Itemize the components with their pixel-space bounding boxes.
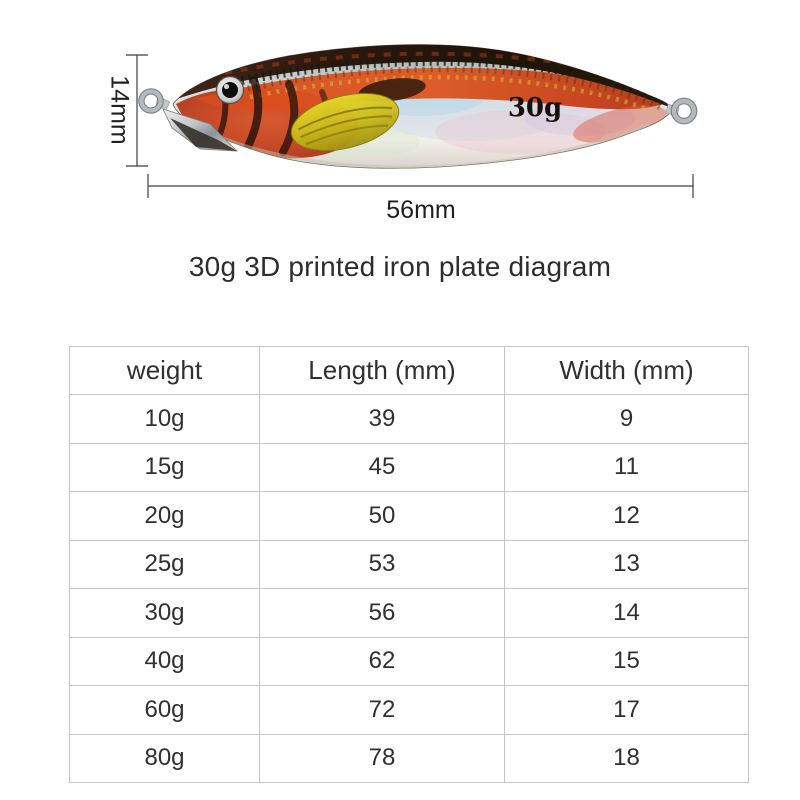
table-cell: 50 (260, 492, 505, 541)
lure-weight-mark: 30g (507, 93, 563, 123)
table-cell: 56 (260, 589, 505, 638)
table-cell: 12 (505, 492, 749, 541)
table-row (70, 492, 749, 541)
lure-dimension-diagram (0, 0, 800, 240)
table-cell: 10g (70, 395, 260, 444)
table-header-cell: weight (70, 347, 260, 395)
table-cell: 62 (260, 637, 505, 686)
table-row (70, 395, 749, 444)
table-row (70, 734, 749, 783)
table-cell: 14 (505, 589, 749, 638)
table-cell: 40g (70, 637, 260, 686)
height-dimension-label: 14mm (105, 75, 134, 145)
table-header-cell: Length (mm) (260, 347, 505, 395)
nose-ring (139, 89, 170, 113)
table-cell: 11 (505, 443, 749, 492)
table-cell: 25g (70, 540, 260, 589)
table-row (70, 637, 749, 686)
diagram-caption: 30g 3D printed iron plate diagram (188, 251, 612, 282)
spec-table-body (70, 395, 749, 783)
lure-photo (139, 36, 697, 169)
table-row (70, 589, 749, 638)
spec-table (69, 346, 749, 783)
table-cell: 20g (70, 492, 260, 541)
tail-ring (666, 98, 697, 124)
length-dimension (148, 174, 693, 224)
table-cell: 18 (505, 734, 749, 783)
table-cell: 30g (70, 589, 260, 638)
table-cell: 45 (260, 443, 505, 492)
height-dimension (105, 55, 148, 166)
table-cell: 9 (505, 395, 749, 444)
table-cell: 72 (260, 686, 505, 735)
table-row (70, 443, 749, 492)
table-cell: 15 (505, 637, 749, 686)
table-cell: 39 (260, 395, 505, 444)
table-header-cell: Width (mm) (505, 347, 749, 395)
table-cell: 80g (70, 734, 260, 783)
table-cell: 15g (70, 443, 260, 492)
table-cell: 78 (260, 734, 505, 783)
table-header-row (70, 347, 749, 395)
table-row (70, 686, 749, 735)
table-cell: 13 (505, 540, 749, 589)
lure-eye (217, 77, 244, 104)
table-cell: 60g (70, 686, 260, 735)
table-cell: 17 (505, 686, 749, 735)
table-cell: 53 (260, 540, 505, 589)
table-row (70, 540, 749, 589)
length-dimension-label: 56mm (386, 196, 456, 224)
